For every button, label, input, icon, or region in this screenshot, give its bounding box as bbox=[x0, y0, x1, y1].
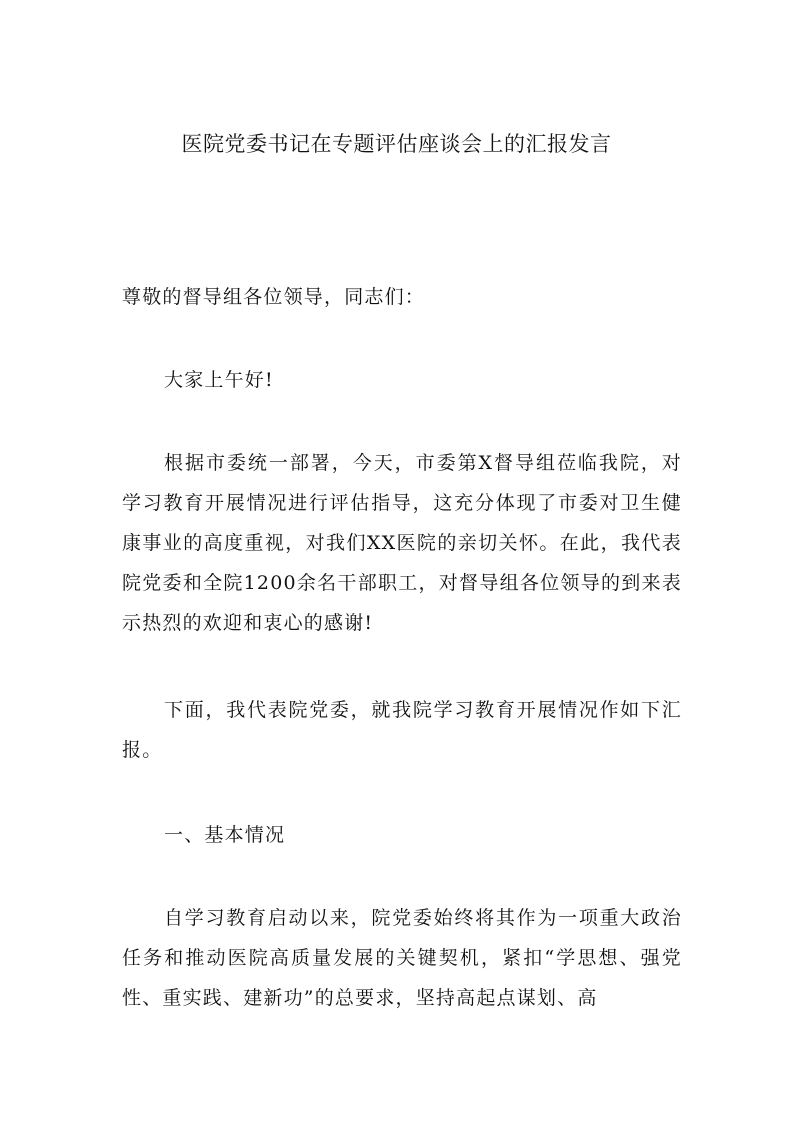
salutation-paragraph: 尊敬的督导组各位领导，同志们： bbox=[122, 286, 426, 308]
document-title: 医院党委书记在专题评估座谈会上的汇报发言 bbox=[181, 132, 612, 156]
section-paragraph: 自学习教育启动以来，院党委始终将其作为一项重大政治任务和推动医院高质量发展的关键契机，紧扣“学思想、强党性、重实践、建新功”的总要求，坚持高起点谋划、高 bbox=[122, 907, 682, 1009]
transition-paragraph: 下面，我代表院党委，就我院学习教育开展情况作如下汇报。 bbox=[122, 699, 682, 761]
greeting-paragraph: 大家上午好! bbox=[164, 369, 274, 391]
section-heading: 一、基本情况 bbox=[164, 824, 286, 846]
opening-paragraph: 根据市委统一部署，今天，市委第X督导组莅临我院，对学习教育开展情况进行评估指导，这充分体现了市委对卫生健康事业的高度重视，对我们XX医院的亲切关怀。在此，我代表院党委和全院1200余名干部职工，对督导组各位领导的到来表示热烈的欢迎和衷心的感谢! bbox=[122, 452, 682, 634]
